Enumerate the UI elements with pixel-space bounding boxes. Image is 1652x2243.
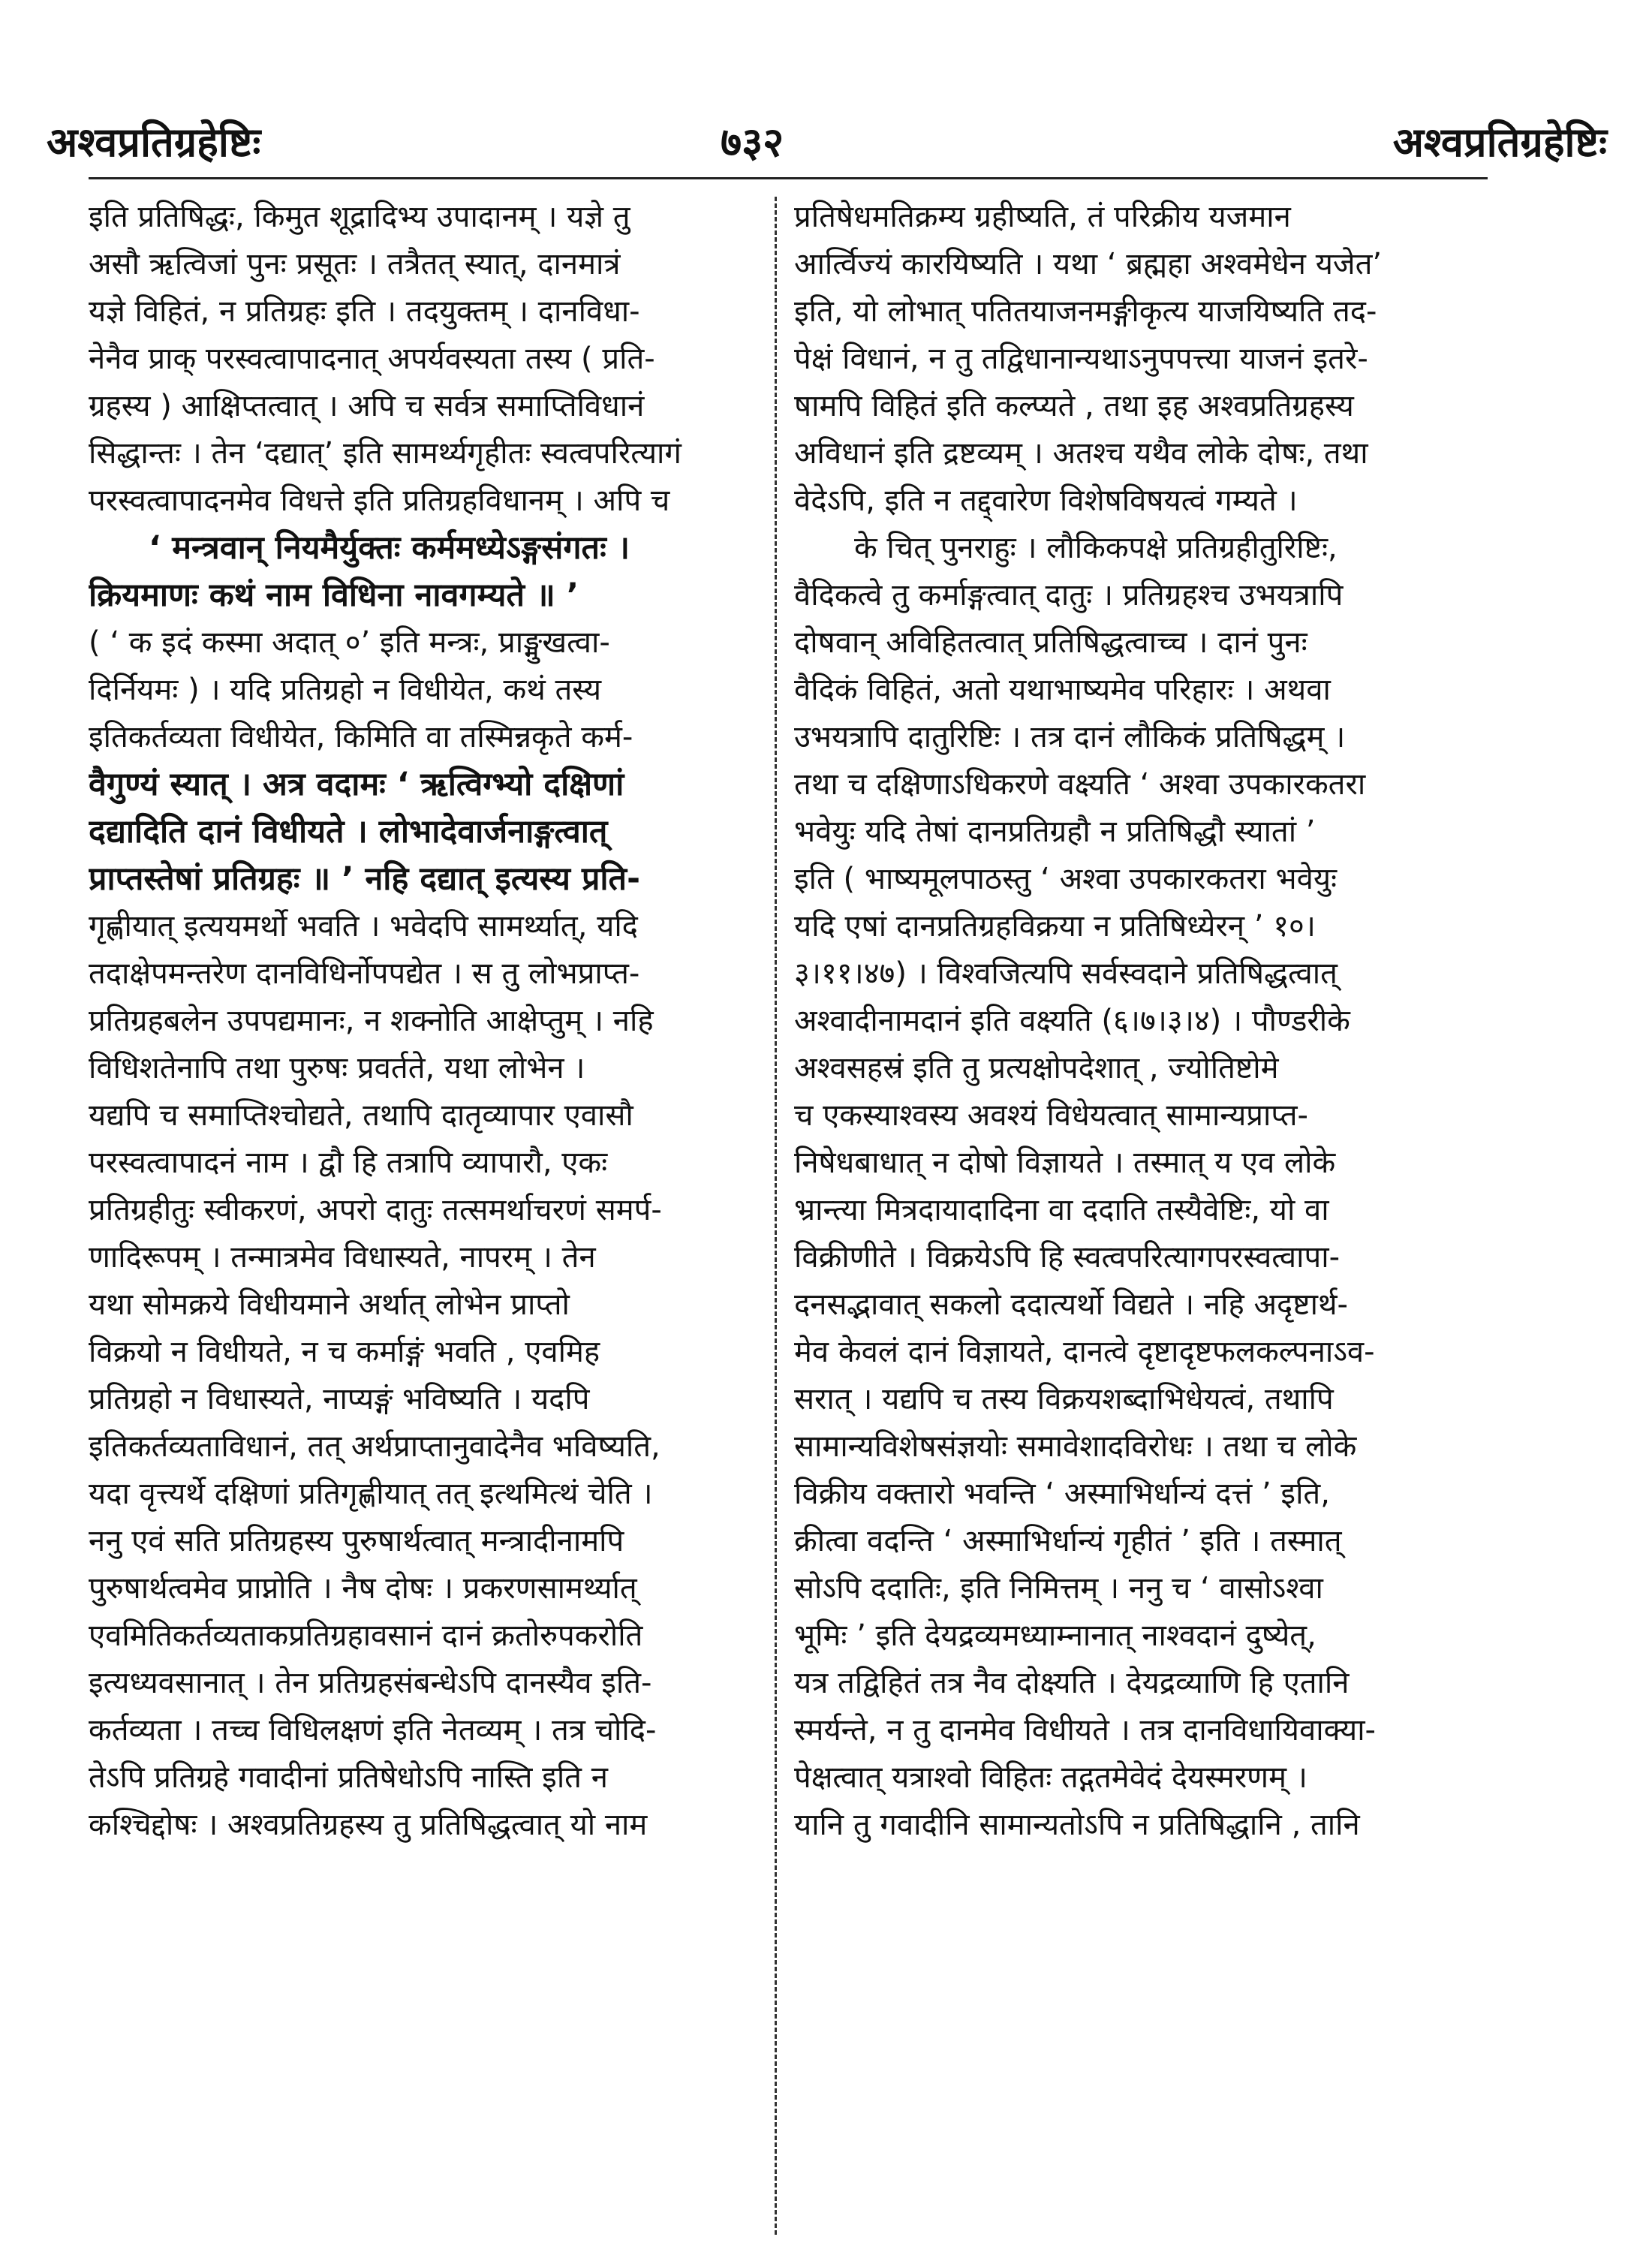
text-line: प्रतिग्रहीतुः स्वीकरणं, अपरो दातुः तत्समर्थाचरणं समर्प- [89, 1193, 662, 1227]
text-line: प्रतिग्रहो न विधास्यते, नाप्यङ्गं भविष्यति । यदपि [89, 1382, 590, 1417]
text-line: निषेधबाधात् न दोषो विज्ञायते । तस्मात् य एव लोके [794, 1146, 1336, 1180]
text-line: तथा च दक्षिणाऽधिकरणे वक्ष्यति ‘ अश्वा उपकारकतरा [794, 767, 1366, 802]
text-line: सामान्यविशेषसंज्ञयोः समावेशादविरोधः । तथा च लोके [794, 1429, 1357, 1464]
text-line: असौ ऋत्विजां पुनः प्रसूतः । तत्रैतत् स्यात्, दानमात्रं [89, 247, 621, 282]
text-line: यदि एषां दानप्रतिग्रहविक्रया न प्रतिषिध्येरन् ’ १०। [794, 909, 1316, 944]
text-line: नेनैव प्राक् परस्वत्वापादनात् अपर्यवस्यता तस्य ( प्रति- [89, 342, 655, 376]
text-line: इति प्रतिषिद्धः, किमुत शूद्रादिभ्य उपादानम् । यज्ञे तु [89, 200, 630, 234]
text-line: पेक्षं विधानं, न तु तद्विधानान्यथाऽनुपपत्त्या याजनं इतरे- [794, 342, 1368, 376]
text-line: यत्र तद्विहितं तत्र नैव दोक्ष्यति । देयद्रव्याणि हि एतानि [794, 1666, 1350, 1700]
text-line: क्रीत्वा वदन्ति ‘ अस्माभिर्धान्यं गृहीतं ’ इति । तस्मात् [794, 1524, 1342, 1558]
text-line: प्रतिषेधमतिक्रम्य ग्रहीष्यति, तं परिक्रीय यजमान [794, 200, 1291, 234]
text-line: दिर्नियमः ) । यदि प्रतिग्रहो न विधीयेत, कथं तस्य [89, 673, 602, 707]
text-line: विधिशतेनापि तथा पुरुषः प्रवर्तते, यथा लोभेन । [89, 1051, 585, 1085]
text-line: च एकस्याश्वस्य अवश्यं विधेयत्वात् सामान्यप्राप्त- [794, 1098, 1308, 1133]
text-line: इतिकर्तव्यताविधानं, तत् अर्थप्राप्तानुवादेनैव भविष्यति, [89, 1429, 660, 1464]
text-line: भवेयुः यदि तेषां दानप्रतिग्रहौ न प्रतिषिद्धौ स्यातां ’ [794, 814, 1316, 849]
text-line: दोषवान् अविहितत्वात् प्रतिषिद्धत्वाच्च । दानं पुनः [794, 625, 1307, 660]
text-line: विक्रयो न विधीयते, न च कर्माङ्गं भवति , एवमिह [89, 1335, 600, 1369]
header-rule [89, 177, 1488, 179]
text-line: आर्त्विज्यं कारयिष्यति । यथा ‘ ब्रह्महा अश्वमेधेन यजेत’ [794, 247, 1383, 282]
running-head-left: अश्वप्रतिग्रहेष्टिः [47, 119, 261, 166]
text-line: ग्रहस्य ) आक्षिप्तत्वात् । अपि च सर्वत्र समाप्तिविधानं [89, 389, 645, 423]
text-line: यदा वृत्त्यर्थे दक्षिणां प्रतिगृह्णीयात् तत् इत्थमित्थं चेति । [89, 1477, 653, 1511]
text-line: अश्वसहस्रं इति तु प्रत्यक्षोपदेशात् , ज्योतिष्टोमे [794, 1051, 1279, 1085]
text-line: अविधानं इति द्रष्टव्यम् । अतश्च यथैव लोके दोषः, तथा [794, 436, 1368, 471]
text-line: यानि तु गवादीनि सामान्यतोऽपि न प्रतिषिद्धानि , तानि [794, 1808, 1360, 1842]
text-line: यज्ञे विहितं, न प्रतिग्रहः इति । तदयुक्तम् । दानविधा- [89, 294, 640, 329]
right-column [794, 194, 1486, 2235]
text-line: वेदेऽपि, इति न तद्द्वारेण विशेषविषयत्वं गम्यते । [794, 483, 1298, 518]
text-line: इति, यो लोभात् पतितयाजनमङ्गीकृत्य याजयिष्यति तद- [794, 294, 1377, 329]
text-line: ननु एवं सति प्रतिग्रहस्य पुरुषार्थत्वात् मन्त्रादीनामपि [89, 1524, 624, 1558]
text-line: उभयत्रापि दातुरिष्टिः । तत्र दानं लौकिकं प्रतिषिद्धम् । [794, 720, 1346, 754]
text-line: भ्रान्त्या मित्रदायादादिना वा ददाति तस्यैवेष्टिः, यो वा [794, 1193, 1329, 1227]
text-line: सोऽपि ददातिः, इति निमित्तम् । ननु च ‘ वासोऽश्वा [794, 1571, 1323, 1606]
text-line: वैदिकत्वे तु कर्माङ्गत्वात् दातुः । प्रतिग्रहश्च उभयत्रापि [794, 578, 1344, 613]
text-line: षामपि विहितं इति कल्प्यते , तथा इह अश्वप्रतिग्रहस्य [794, 389, 1354, 423]
text-line: तदाक्षेपमन्तरेण दानविधिर्नोपपद्येत । स तु लोभप्राप्त- [89, 956, 640, 991]
text-line: विक्रीय वक्तारो भवन्ति ‘ अस्माभिर्धान्यं दत्तं ’ इति, [794, 1477, 1330, 1511]
text-line: ‘ मन्त्रवान् नियमैर्युक्तः कर्ममध्येऽङ्गसंगतः । [149, 529, 630, 567]
column-divider [775, 197, 777, 2235]
text-line: परस्वत्वापादनमेव विधत्ते इति प्रतिग्रहविधानम् । अपि च [89, 483, 670, 518]
text-line: मेव केवलं दानं विज्ञायते, दानत्वे दृष्टादृष्टफलकल्पनाऽव- [794, 1335, 1375, 1369]
text-line: गृह्णीयात् इत्ययमर्थो भवति । भवेदपि सामर्थ्यात्, यदि [89, 909, 638, 944]
text-line: वैदिकं विहितं, अतो यथाभाष्यमेव परिहारः । अथवा [794, 673, 1331, 707]
text-line: दनसद्भावात् सकलो ददात्यर्थो विद्यते । नहि अदृष्टार्थ- [794, 1287, 1348, 1322]
text-line: इति ( भाष्यमूलपाठस्तु ‘ अश्वा उपकारकतरा भवेयुः [794, 862, 1338, 896]
text-line: अश्वादीनामदानं इति वक्ष्यति (६।७।३।४) । पौण्डरीके [794, 1004, 1350, 1038]
text-line: प्राप्तस्तेषां प्रतिग्रहः ॥ ’ नहि दद्यात् इत्यस्य प्रति- [89, 860, 640, 898]
text-line: वैगुण्यं स्यात् । अत्र वदामः ‘ ऋत्विग्भ्यो दक्षिणां [89, 766, 624, 803]
text-line: भूमिः ’ इति देयद्रव्यमध्याम्नानात् नाश्वदानं दुष्येत्, [794, 1618, 1316, 1653]
text-line: इत्यध्यवसानात् । तेन प्रतिग्रहसंबन्धेऽपि दानस्यैव इति- [89, 1666, 652, 1700]
text-line: ३।११।४७) । विश्वजित्यपि सर्वस्वदाने प्रतिषिद्धत्वात् [794, 956, 1338, 991]
text-line: क्रियमाणः कथं नाम विधिना नावगम्यते ॥ ’ [89, 577, 579, 614]
text-line: ( ‘ क इदं कस्मा अदात् ०’ इति मन्त्रः, प्राङ्मुखत्वा- [89, 625, 610, 660]
text-line: तेऽपि प्रतिग्रहे गवादीनां प्रतिषेधोऽपि नास्ति इति न [89, 1760, 608, 1795]
text-line: कश्चिद्दोषः । अश्वप्रतिग्रहस्य तु प्रतिषिद्धत्वात् यो नाम [89, 1808, 648, 1842]
text-line: के चित् पुनराहुः । लौकिकपक्षे प्रतिग्रहीतुरिष्टिः, [854, 531, 1338, 565]
left-column [89, 194, 763, 2235]
text-line: सरात् । यद्यपि च तस्य विक्रयशब्दाभिधेयत्वं, तथापि [794, 1382, 1334, 1417]
running-head-right: अश्वप्रतिग्रहेष्टिः [1392, 119, 1607, 166]
text-line: णादिरूपम् । तन्मात्रमेव विधास्यते, नापरम् । तेन [89, 1240, 596, 1275]
text-line: यद्यपि च समाप्तिश्चोद्यते, तथापि दातृव्यापार एवासौ [89, 1098, 633, 1133]
text-line: कर्तव्यता । तच्च विधिलक्षणं इति नेतव्यम् । तत्र चोदि- [89, 1713, 657, 1748]
text-line: इतिकर्तव्यता विधीयेत, किमिति वा तस्मिन्नकृते कर्म- [89, 720, 633, 754]
text-line: विक्रीणीते । विक्रयेऽपि हि स्वत्वपरित्यागपरस्वत्वापा- [794, 1240, 1341, 1275]
text-line: परस्वत्वापादनं नाम । द्वौ हि तत्रापि व्यापारौ, एकः [89, 1146, 608, 1180]
text-line: पुरुषार्थत्वमेव प्राप्नोति । नैष दोषः । प्रकरणसामर्थ्यात् [89, 1571, 637, 1606]
text-line: स्मर्यन्ते, न तु दानमेव विधीयते । तत्र दानविधायिवाक्या- [794, 1713, 1376, 1748]
text-line: एवमितिकर्तव्यताकप्रतिग्रहावसानं दानं क्रतोरुपकरोति [89, 1618, 643, 1653]
text-line: यथा सोमक्रये विधीयमाने अर्थात् लोभेन प्राप्तो [89, 1287, 570, 1322]
text-line: सिद्धान्तः । तेन ‘दद्यात्’ इति सामर्थ्यगृहीतः स्वत्वपरित्यागं [89, 436, 682, 471]
text-line: पेक्षत्वात् यत्राश्वो विहितः तद्गतमेवेदं देयस्मरणम् । [794, 1760, 1307, 1795]
text-line: दद्यादिति दानं विधीयते । लोभादेवार्जनाङ्गत्वात् [89, 813, 608, 851]
text-line: प्रतिग्रहबलेन उपपद्यमानः, न शक्नोति आक्षेप्तुम् । नहि [89, 1004, 654, 1038]
page-number: ७३२ [721, 119, 784, 166]
